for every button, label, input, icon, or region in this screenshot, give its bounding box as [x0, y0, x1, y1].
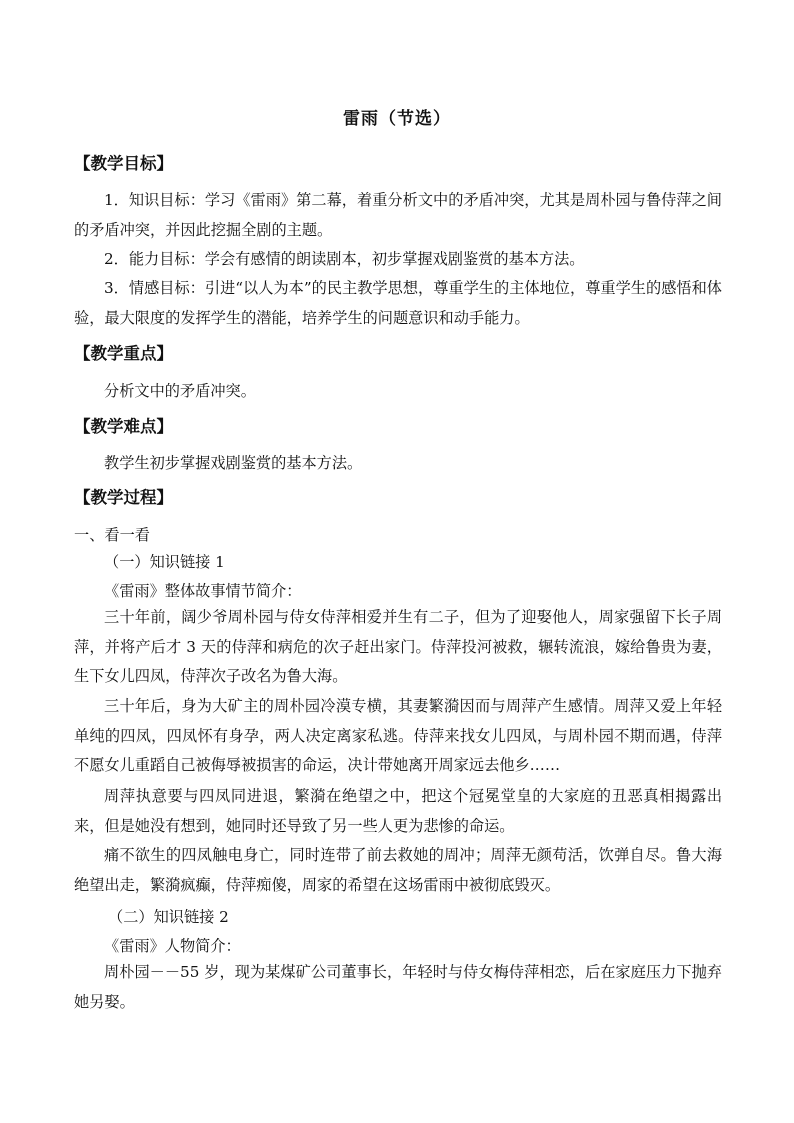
character-summary-subtitle: 《雷雨》人物简介： — [104, 937, 241, 955]
knowledge-link-1-label: （一）知识链接 1 — [104, 553, 225, 571]
character-paragraph: 周朴园－－55 岁，现为某煤矿公司董事长，年轻时与侍女梅侍萍相恋，后在家庭压力下抛弃她另娶。 — [74, 963, 722, 1011]
document-title: 雷雨（节选） — [343, 109, 451, 129]
story-paragraph-2: 三十年后，身为大矿主的周朴园冷漠专横，其妻繁漪因而与周萍产生感情。周萍又爱上年轻单纯的四凤，四凤怀有身孕，两人决定离家私逃。侍萍来找女儿四凤，与周朴园不期而遇，侍萍不愿女儿重蹈自己被侮辱被损害的命运，决计带她离开周家远去他乡…… — [74, 697, 722, 774]
story-paragraph-1: 三十年前，阔少爷周朴园与侍女侍萍相爱并生有二子，但为了迎娶他人，周家强留下长子周萍，并将产后才 3 天的侍萍和病危的次子赶出家门。侍萍投河被救，辗转流浪，嫁给鲁贵为妻，生下女儿四凤，侍萍次子改名为鲁大海。 — [74, 608, 722, 685]
teaching-focus-heading: 【教学重点】 — [74, 344, 173, 363]
teaching-process-heading: 【教学过程】 — [74, 488, 173, 507]
teaching-difficulty-text: 教学生初步掌握戏剧鉴赏的基本方法。 — [104, 454, 363, 472]
goal-emotion: 3．情感目标：引进“以人为本”的民主教学思想，尊重学生的主体地位，尊重学生的感悟和体验，最大限度的发挥学生的潜能，培养学生的问题意识和动手能力。 — [74, 279, 722, 327]
story-summary-subtitle: 《雷雨》整体故事情节简介： — [104, 582, 302, 600]
story-paragraph-4: 痛不欲生的四凤触电身亡，同时连带了前去救她的周冲；周萍无颜苟活，饮弹自尽。鲁大海绝望出走，繁漪疯癫，侍萍痴傻，周家的希望在这场雷雨中被彻底毁灭。 — [74, 846, 722, 894]
story-paragraph-3: 周萍执意要与四凤同进退，繁漪在绝望之中，把这个冠冕堂皇的大家庭的丑恶真相揭露出来，但是她没有想到，她同时还导致了另一些人更为悲惨的命运。 — [74, 787, 722, 835]
goal-ability: 2．能力目标：学会有感情的朗读剧本，初步掌握戏剧鉴赏的基本方法。 — [104, 250, 585, 268]
knowledge-link-2-label: （二）知识链接 2 — [108, 908, 229, 926]
teaching-goals-heading: 【教学目标】 — [74, 154, 173, 173]
teaching-focus-text: 分析文中的矛盾冲突。 — [104, 382, 256, 400]
part-one-label: 一、看一看 — [74, 526, 150, 544]
teaching-difficulty-heading: 【教学难点】 — [74, 417, 173, 436]
goal-knowledge: 1．知识目标：学习《雷雨》第二幕，着重分析文中的矛盾冲突，尤其是周朴园与鲁侍萍之间的矛盾冲突，并因此挖掘全剧的主题。 — [74, 191, 722, 239]
